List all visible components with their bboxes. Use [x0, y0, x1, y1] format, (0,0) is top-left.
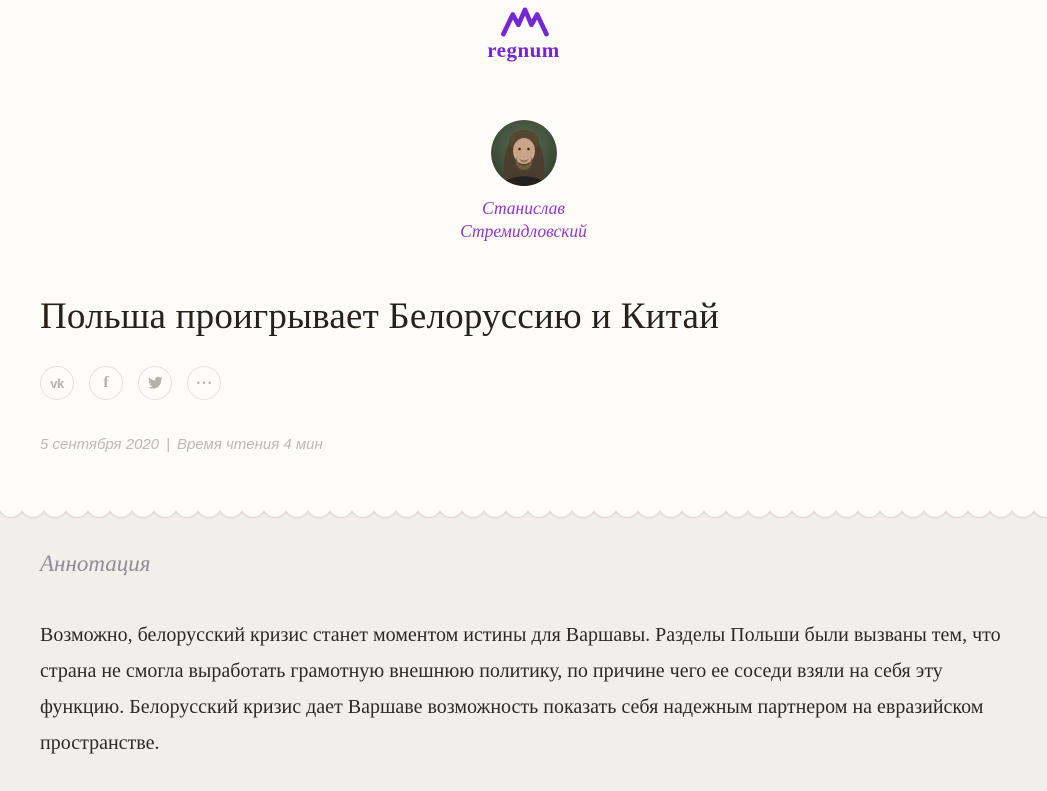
- scalloped-divider: [0, 510, 1047, 523]
- author-last-name: Стремидловский: [460, 221, 587, 241]
- masthead: [0, 0, 1047, 63]
- annotation-inner: [0, 523, 1047, 761]
- author-portrait-image: [491, 120, 557, 186]
- reading-time: Время чтения 4 мин: [177, 436, 323, 453]
- regnum-wordmark: regnum: [487, 38, 560, 62]
- annotation-heading: Аннотация: [40, 551, 151, 576]
- share-facebook-button[interactable]: [89, 366, 123, 400]
- author-first-name: Станислав: [482, 198, 565, 218]
- article-meta: [40, 436, 1007, 454]
- annotation-section: [0, 510, 1047, 791]
- author-link[interactable]: [0, 197, 1047, 243]
- more-options-icon: •••: [196, 378, 214, 388]
- regnum-logo-icon: [497, 7, 551, 37]
- share-row: [40, 366, 1007, 400]
- article-head: [0, 294, 1047, 510]
- publish-date: 5 сентября 2020: [40, 436, 160, 453]
- vk-icon: vk: [50, 375, 64, 391]
- author-block: [0, 120, 1047, 243]
- share-vk-button[interactable]: [40, 366, 74, 400]
- share-twitter-button[interactable]: [138, 366, 172, 400]
- twitter-icon: [147, 375, 163, 391]
- avatar[interactable]: [491, 120, 557, 186]
- meta-separator: |: [166, 436, 171, 453]
- annotation-text: Возможно, белорусский кризис станет моментом истины для Варшавы. Разделы Польши были вызваны тем, что страна не смогла выработать грамотную внешнюю политику, по причине чего ее соседи взяли на себя эту функцию. Белорусский кризис дает Варшаве возможность показать себя надежным партнером на евразийском пространстве.: [40, 624, 1001, 754]
- share-more-button[interactable]: [187, 366, 221, 400]
- regnum-logo[interactable]: [487, 7, 560, 63]
- page-title: Польша проигрывает Белоруссию и Китай: [40, 296, 720, 337]
- facebook-icon: f: [103, 374, 109, 391]
